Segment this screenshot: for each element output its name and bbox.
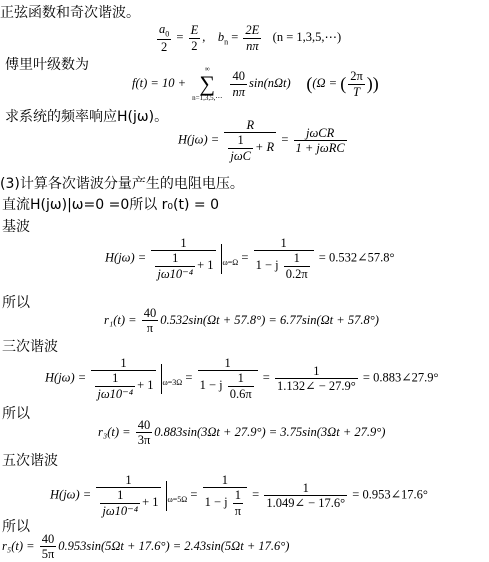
equals-sign: = (190, 487, 198, 502)
h1-small-fraction (284, 251, 310, 281)
h3-fraction (91, 356, 155, 401)
h1-result: = 0.532∠57.8° (318, 250, 395, 265)
frequency-response-equation (178, 118, 349, 163)
r3-fraction (136, 418, 153, 448)
a0-symbol: a (159, 22, 166, 36)
e-denominator: 2 (191, 38, 198, 53)
h-inner-numerator: 1 (228, 133, 253, 148)
frequency-response-heading: 求系统的频率响应H(jω)。 (5, 109, 169, 125)
sigma-icon: ∑ (199, 71, 216, 96)
h3-result: = 0.883∠27.9° (362, 370, 439, 385)
h5-second-fraction (203, 473, 247, 518)
r5-lhs: r₅(t) = (2, 538, 35, 553)
h3-third-denominator: 1.132∠ − 27.9° (276, 379, 356, 394)
bn-subscript: n (224, 37, 229, 47)
r3-rest: 0.883sin(3Ωt + 27.9°) = 3.75sin(3Ωt + 27.9°) (154, 424, 386, 439)
h5-second-numerator: 1 (203, 473, 247, 488)
r5-numerator: 40 (40, 532, 57, 547)
r3-lhs: r₃(t) = (98, 424, 131, 439)
r1-lhs: r₁(t) = (104, 312, 137, 327)
h-lhs: H(jω) = (178, 132, 220, 147)
h1-evaluated-at: ω=Ω (222, 257, 239, 267)
h1-small-denominator: 0.2π (285, 266, 308, 281)
evaluation-bar (161, 364, 162, 394)
paren-icon: )) (366, 73, 379, 94)
h5-third-fraction (264, 481, 347, 511)
h5-inner-fraction (100, 488, 140, 518)
bn-symbol: b (217, 29, 225, 44)
h5-numerator: 1 (96, 473, 160, 488)
so-label: 所以 (2, 295, 30, 311)
equals-sign: = (185, 370, 193, 385)
r3-numerator: 40 (136, 418, 153, 433)
r5-denominator: 5π (41, 547, 55, 562)
step3-heading: (3)计算各次谐波分量产生的电阻电压。 (0, 176, 244, 192)
omega-denominator: T (353, 84, 360, 99)
third-harmonic-heading: 三次谐波 (2, 339, 58, 355)
h-second-fraction (294, 126, 347, 156)
evaluation-bar (221, 244, 222, 274)
bn-denominator: nπ (246, 38, 259, 53)
equals-sign: = (252, 487, 260, 502)
h1-fraction (151, 236, 215, 281)
intro-text: 正弦函数和奇次谐波。 (0, 5, 140, 21)
h3-second-denominator: 1 − j (199, 378, 223, 393)
fifth-harmonic-heading: 五次谐波 (2, 453, 58, 469)
h3-small-fraction (228, 371, 254, 401)
fifth-r-equation (2, 532, 289, 562)
a0-denominator: 2 (161, 39, 168, 54)
h3-numerator: 1 (91, 356, 155, 371)
h5-plus-one: + 1 (142, 495, 159, 510)
h3-small-denominator: 0.6π (229, 386, 252, 401)
fifth-h-equation (50, 473, 428, 518)
h-inner-denominator: jωC (230, 148, 251, 163)
h5-small-denominator: π (234, 503, 242, 518)
h5-inner-denominator: jω10⁻⁴ (102, 503, 139, 518)
n-range: (n = 1,3,5,⋯) (272, 29, 342, 44)
sum-upper-limit: ∞ (204, 65, 210, 73)
so-label: 所以 (2, 519, 30, 535)
h1-plus-one: + 1 (197, 258, 214, 273)
e-symbol: E (190, 23, 199, 38)
fundamental-r-equation (104, 306, 379, 336)
r5-rest: 0.953sin(5Ωt + 17.6°) = 2.43sin(5Ωt + 17.6°) (58, 538, 290, 553)
a0-fraction (157, 22, 171, 54)
h3-inner-denominator: jω10⁻⁴ (97, 386, 134, 401)
dc-line: 直流H(jω)|ω=0 =0所以 r₀(t) = 0 (2, 197, 219, 213)
h1-lhs: H(jω) = (105, 250, 147, 265)
series-lhs: f(t) = 10 + (132, 75, 187, 90)
h5-small-numerator: 1 (233, 488, 243, 503)
h3-inner-fraction (95, 371, 135, 401)
evaluation-bar (166, 481, 167, 511)
equals-sign: = (241, 250, 249, 265)
h-first-fraction (224, 118, 276, 163)
fundamental-h-equation (105, 236, 394, 281)
h1-second-numerator: 1 (254, 236, 314, 251)
h1-inner-denominator: jω10⁻⁴ (157, 266, 194, 281)
r1-rest: 0.532sin(Ωt + 57.8°) = 6.77sin(Ωt + 57.8°) (160, 312, 379, 327)
h5-evaluated-at: ω=5Ω (167, 494, 188, 504)
h3-lhs: H(jω) = (45, 370, 87, 385)
a0-subscript: 0 (165, 29, 170, 39)
r1-fraction (142, 306, 159, 336)
series-heading: 傅里叶级数为 (5, 57, 89, 73)
h3-small-numerator: 1 (228, 371, 254, 386)
h3-third-fraction (275, 364, 358, 394)
h2-numerator: jωCR (305, 125, 335, 140)
h3-evaluated-at: ω=3Ω (162, 377, 183, 387)
h3-second-fraction (198, 356, 258, 401)
fundamental-heading: 基波 (2, 219, 30, 235)
summation (192, 66, 222, 102)
paren-icon: ( (340, 73, 347, 94)
series-denominator: nπ (232, 84, 245, 99)
third-h-equation (45, 356, 439, 401)
h2-denominator: 1 + jωRC (295, 141, 345, 156)
series-numerator: 40 (230, 69, 247, 84)
r1-denominator: π (146, 321, 154, 336)
h3-third-numerator: 1 (275, 364, 358, 379)
omega-fraction (348, 69, 365, 99)
h-plus-r: + R (254, 140, 275, 155)
h5-inner-numerator: 1 (100, 488, 140, 503)
h1-second-denominator: 1 − j (255, 258, 279, 273)
sum-lower-limit: n=1,3,5,⋯ (192, 94, 223, 102)
h5-fraction (96, 473, 160, 518)
equals-sign: = (281, 132, 289, 147)
h1-inner-numerator: 1 (155, 251, 195, 266)
so-label: 所以 (2, 406, 30, 422)
h5-result: = 0.953∠17.6° (352, 487, 428, 502)
h1-second-fraction (254, 236, 314, 281)
coefficient-equation: $\frac{a_0}{2}$ = $\frac{E}{2}$ , $b_n$ = $\frac{2E}{n\pi}$ (n = 1,3,5,⋯) (159, 22, 342, 54)
h-inner-fraction (228, 133, 253, 163)
h5-third-numerator: 1 (264, 481, 347, 496)
omega-numerator: 2π (350, 69, 363, 84)
paren-icon: ( (306, 73, 313, 94)
series-term: sin(nΩt) (249, 75, 291, 90)
r3-denominator: 3π (137, 433, 151, 448)
h3-inner-numerator: 1 (95, 371, 135, 386)
h5-third-denominator: 1.049∠ − 17.6° (266, 496, 346, 511)
h1-numerator: 1 (151, 236, 215, 251)
fourier-series-equation (132, 66, 379, 102)
h5-second-denominator: 1 − j (204, 495, 228, 510)
series-fraction (230, 69, 247, 99)
equals-sign: = (262, 370, 270, 385)
h5-small-fraction (233, 488, 243, 518)
third-r-equation (98, 418, 385, 448)
h1-small-numerator: 1 (284, 251, 310, 266)
h3-second-numerator: 1 (198, 356, 258, 371)
omega-lhs: (Ω = (312, 75, 341, 90)
bn-numerator: 2E (245, 23, 260, 38)
r1-numerator: 40 (143, 306, 157, 320)
h1-inner-fraction (155, 251, 195, 281)
h5-lhs: H(jω) = (50, 487, 92, 502)
h3-plus-one: + 1 (137, 378, 154, 393)
h-numerator: R (246, 118, 255, 132)
r5-fraction (40, 532, 57, 562)
bn-fraction (243, 23, 261, 53)
e-over-2-fraction (189, 23, 201, 53)
